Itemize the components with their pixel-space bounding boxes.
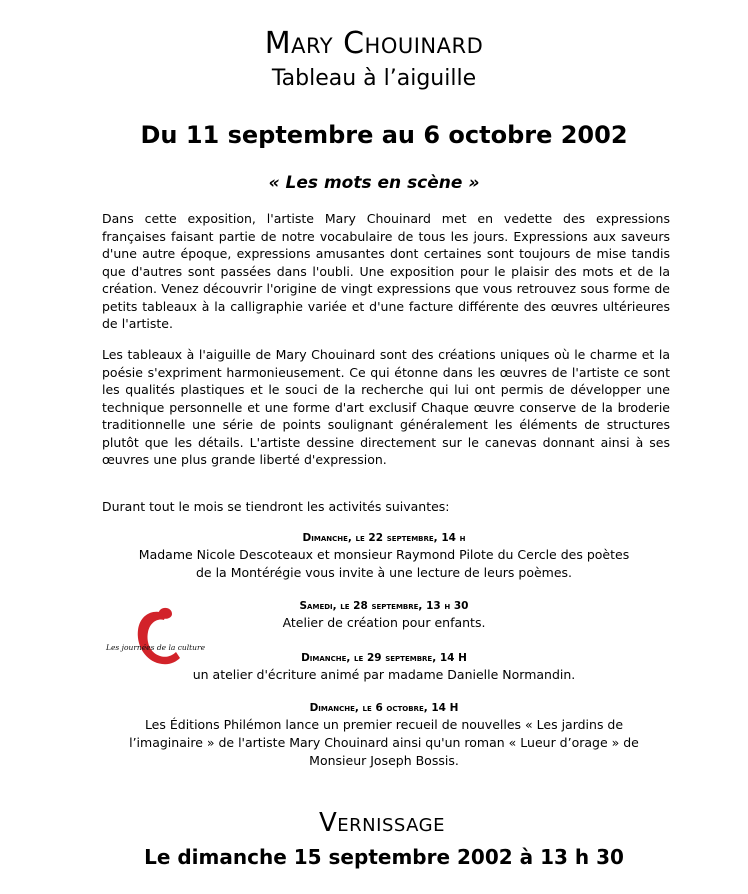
artist-name: Mary Chouinard [264, 26, 484, 61]
event-description-line: l’imaginaire » de l'artiste Mary Chouinard ainsi qu'un roman « Lueur d’orage » de [129, 735, 639, 750]
vernissage-date: Le dimanche 15 septembre 2002 à 13 h 30 [144, 845, 624, 869]
event-description-line: de la Montérégie vous invite à une lecture de leurs poèmes. [195, 565, 573, 580]
event-heading: Dimanche, le 29 septembre, 14 H [301, 652, 467, 664]
event-description-line: Atelier de création pour enfants. [282, 615, 486, 630]
event-description-line: un atelier d'écriture animé par madame Danielle Normandin. [192, 667, 576, 682]
exhibition-dates: Du 11 septembre au 6 octobre 2002 [140, 121, 628, 149]
event-heading: Samedi, le 28 septembre, 13 h 30 [299, 600, 469, 612]
exhibition-theme: « Les mots en scène » [268, 173, 480, 193]
event-description-line: Les Éditions Philémon lance un premier recueil de nouvelles « Les jardins de [144, 717, 624, 732]
event-heading: Dimanche, le 22 septembre, 14 h [302, 532, 466, 544]
event-description-line: Monsieur Joseph Bossis. [309, 753, 459, 768]
description-paragraph-2: Les tableaux à l'aiguille de Mary Chouinard sont des créations uniques où le charme et la poésie s'expriment harmonieusement. Ce qui étonne dans les œuvres de l'artiste ce sont les qualités plastiques et le souci de la recherche qui lui ont permis de développer une technique personnelle et une forme d'art exclusif Chaque œuvre conserve de la broderie traditionnelle une série de points soulignant généralement les éléments de structures plutôt que les détails. L'artiste dessine directement sur le canevas donnant ainsi à ses œuvres une plus grande liberté d'expression. [102, 347, 670, 467]
vernissage-title: Vernissage [319, 808, 445, 838]
logo-c-shape [138, 612, 180, 664]
logo-c-dot [159, 608, 172, 619]
exhibition-subtitle: Tableau à l’aiguille [271, 66, 477, 91]
event-item [0, 700, 748, 770]
description-paragraph-1: Dans cette exposition, l'artiste Mary Chouinard met en vedette des expressions françaises faisant partie de notre vocabulaire de tous les jours. Expressions aux saveurs d'une autre époque, expressions amusantes dont certaines sont toujours de mise tandis que d'autres sont passées dans l'oubli. Une exposition pour le plaisir des mots et de la création. Venez découvrir l'origine de vingt expressions que vous retrouvez sous forme de petits tableaux à la calligraphie variée et d'une facture différente des œuvres ultérieures de l'artiste. [102, 211, 670, 331]
event-heading: Dimanche, le 6 octobre, 14 H [309, 702, 459, 714]
activities-intro: Durant tout le mois se tiendront les activités suivantes: [102, 499, 450, 514]
journees-culture-logo [104, 606, 208, 670]
event-item [0, 530, 748, 582]
event-description-line: Madame Nicole Descoteaux et monsieur Raymond Pilote du Cercle des poètes [138, 547, 630, 562]
logo-text: Les journées de la culture [106, 643, 206, 652]
